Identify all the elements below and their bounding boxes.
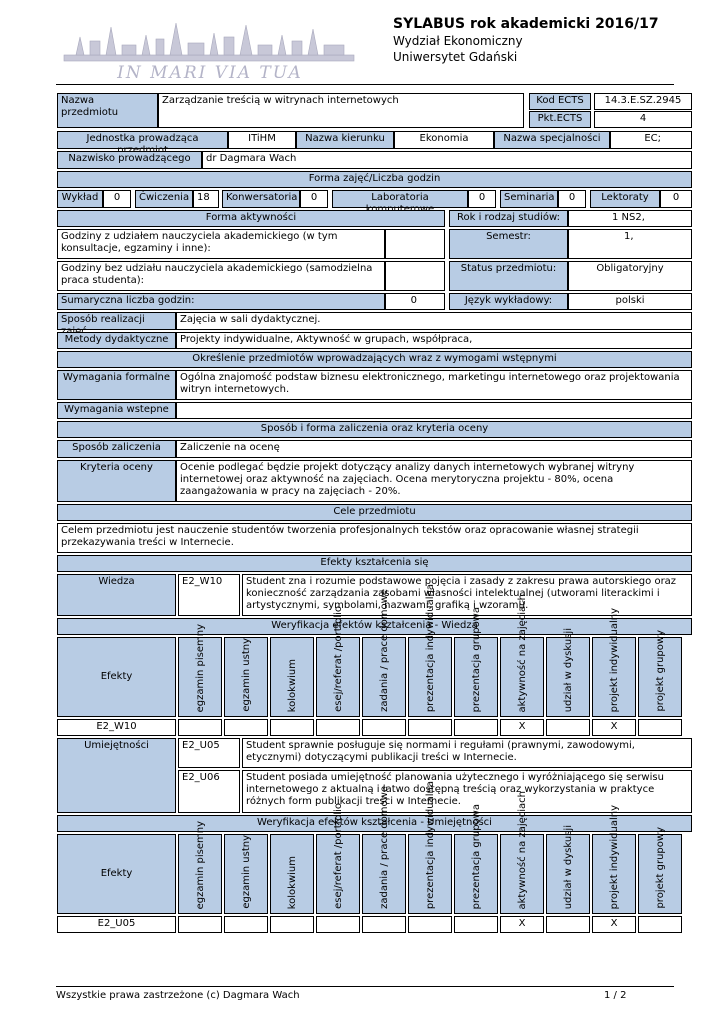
method-header xyxy=(224,637,268,717)
method-header xyxy=(178,623,222,717)
method-header-label: prezentacja indywidualna xyxy=(424,780,436,909)
language: polski xyxy=(568,293,692,310)
teaching-methods: Projekty indywidualne, Aktywność w grupach, współpraca, xyxy=(176,332,692,349)
method-header xyxy=(454,606,498,717)
method-header xyxy=(408,583,452,717)
unit: ITiHM xyxy=(228,131,296,149)
course-name: Zarządzanie treścią w witrynach internetowych xyxy=(158,93,524,128)
method-header xyxy=(546,627,590,717)
method-mark: X xyxy=(500,916,544,933)
method-header xyxy=(500,790,544,914)
ects-code: 14.3.E.SZ.2945 xyxy=(594,93,692,110)
method-header-label: egzamin ustny xyxy=(240,835,252,909)
delivery-mode: Zajęcia w sali dydaktycznej. xyxy=(176,312,692,330)
ver-row-code: E2_W10 xyxy=(57,719,176,736)
section-learning-outcomes: Efekty kształcenia się xyxy=(57,555,692,572)
label-study-year: Rok i rodzaj studiów: xyxy=(449,210,568,227)
method-header-label: egzamin pisemny xyxy=(194,623,206,712)
method-mark xyxy=(270,719,314,736)
label-initial-requirements: Wymagania wstepne xyxy=(57,402,176,419)
method-header-label: projekt indywidualny xyxy=(608,804,620,909)
label-self-study-hours: Godziny bez udziału nauczyciela akademickiego (samodzielna praca studenta): xyxy=(57,261,385,291)
label-teaching-methods: Metody dydaktyczne xyxy=(57,332,176,349)
section-assessment: Sposób i forma zaliczenia oraz kryteria oceny xyxy=(57,421,692,438)
initial-requirements xyxy=(176,402,692,419)
method-header xyxy=(362,786,406,914)
method-mark xyxy=(638,916,682,933)
conversation-hours: 0 xyxy=(300,190,328,208)
field: Ekonomia xyxy=(394,131,494,149)
method-header xyxy=(638,630,682,717)
label-conversation: Konwersatoria xyxy=(222,190,300,208)
faculty-name: Wydział Ekonomiczny xyxy=(393,34,523,48)
method-header-label: udział w dyskusji xyxy=(562,824,574,909)
method-mark xyxy=(316,719,360,736)
course-objectives: Celem przedmiotu jest nauczenie studentów tworzenia profesjonalnych tekstów oraz opracowanie własnej strategii przekazywania treści w Internecie. xyxy=(57,523,692,553)
label-formal-requirements: Wymagania formalne xyxy=(57,370,176,400)
study-year: 1 NS2, xyxy=(568,210,692,227)
label-outcomes: Efekty xyxy=(57,637,176,717)
section-objectives: Cele przedmiotu xyxy=(57,504,692,521)
outcome-text: Student posiada umiejętność planowania użytecznego i wyróżniającego się serwisu internetowego z aktualną i łatwo dostępną treścią oraz wykorzystania w praktyce różnych form publikacji treści w Internecie. xyxy=(242,770,692,813)
label-course-status: Status przedmiotu: xyxy=(449,261,568,291)
method-header-label: prezentacja indywidualna xyxy=(424,583,436,712)
header-rule xyxy=(56,84,674,85)
label-outcomes: Efekty xyxy=(57,834,176,914)
method-mark xyxy=(224,719,268,736)
contact-hours xyxy=(385,229,445,259)
method-header xyxy=(362,589,406,717)
method-mark: X xyxy=(592,719,636,736)
footer-copyright: Wszystkie prawa zastrzeżone (c) Dagmara Wach xyxy=(56,990,300,1001)
specialty: EC; xyxy=(610,131,692,149)
university-name: Uniwersytet Gdański xyxy=(393,50,518,64)
method-header xyxy=(592,804,636,914)
label-language-classes: Lektoraty xyxy=(590,190,660,208)
method-mark xyxy=(362,916,406,933)
method-header xyxy=(316,803,360,914)
method-header-label: projekt grupowy xyxy=(654,827,666,909)
method-mark xyxy=(362,719,406,736)
university-logo xyxy=(56,15,364,81)
label-unit: Jednostka prowadząca xyxy=(57,131,228,149)
course-status: Obligatoryjny xyxy=(568,261,692,291)
method-header-label: aktywność na zajęciach xyxy=(516,790,528,909)
exercises-hours: 18 xyxy=(193,190,219,208)
label-skills: Umiejętności xyxy=(57,738,176,813)
section-verification-knowledge: Weryfikacja efektów kształcenia - Wiedza xyxy=(57,618,692,635)
ects-points: 4 xyxy=(594,111,692,128)
logo-motto: IN MARI VIA TUA xyxy=(117,63,303,83)
method-mark xyxy=(270,916,314,933)
grading-criteria: Ocenie podlegać będzie projekt dotyczący analizy danych internetowych wybranej witryny internetowej oraz aktywność na zajęciach. Ocena merytoryczna projektu - 80%, ocena zaangażowania w pracy na zajęciach - 20%. xyxy=(176,460,692,502)
section-prerequisites: Określenie przedmiotów wprowadzających wraz z wymogami wstępnymi xyxy=(57,351,692,368)
computer-labs-hours: 0 xyxy=(468,190,496,208)
label-contact-hours: Godziny z udziałem nauczyciela akademickiego (w tym konsultacje, egzaminy i inne): xyxy=(57,229,385,259)
label-assessment-mode: Sposób zaliczenia xyxy=(57,440,176,458)
label-field: Nazwa kierunku xyxy=(296,131,394,149)
method-header-label: zadania / prace domowe xyxy=(378,589,390,712)
language-classes-hours: 0 xyxy=(660,190,692,208)
method-header-label: zadania / prace domowe xyxy=(378,786,390,909)
method-mark xyxy=(316,916,360,933)
label-lecture: Wykład xyxy=(57,190,103,208)
outcome-code: E2_W10 xyxy=(178,574,240,616)
method-header xyxy=(270,637,314,717)
method-header xyxy=(638,827,682,914)
ver-row-code: E2_U05 xyxy=(57,916,176,933)
method-header xyxy=(454,803,498,914)
method-header xyxy=(408,780,452,914)
assessment-mode: Zaliczenie na ocenę xyxy=(176,440,692,458)
method-header-label: esej/referat /portfolio xyxy=(332,803,344,909)
method-header-label: esej/referat /portfolio xyxy=(332,606,344,712)
method-header-label: kolokwium xyxy=(286,855,298,909)
label-exercises: Ćwiczenia xyxy=(135,190,193,208)
label-knowledge: Wiedza xyxy=(57,574,176,616)
method-mark: X xyxy=(592,916,636,933)
method-header-label: egzamin pisemny xyxy=(194,820,206,909)
method-mark xyxy=(454,719,498,736)
outcome-text: Student zna i rozumie podstawowe pojęcia i zasady z zakresu prawa autorskiego oraz konieczność zarządzania zasobami własności intelektualnej (utworami literackimi i artystycznymi, symbolami, nazwami, grafiką i wzorami). xyxy=(242,574,692,616)
outcome-text: Student sprawnie posługuje się normami i regułami (prawnymi, zawodowymi, etycznymi) dotyczącymi publikacji treści w Internecie. xyxy=(242,738,692,768)
method-header xyxy=(224,834,268,914)
method-header-label: prezentacja grupowa xyxy=(470,803,482,909)
label-course-name: Nazwa przedmiotu xyxy=(57,93,158,128)
label-delivery-mode: Sposób realizacji xyxy=(57,312,176,330)
footer-rule xyxy=(56,986,674,987)
method-mark xyxy=(178,719,222,736)
lecture-hours: 0 xyxy=(103,190,131,208)
section-class-forms: Forma zajęć/Liczba godzin xyxy=(57,171,692,188)
label-ects-points: Pkt.ECTS xyxy=(529,111,591,128)
method-mark xyxy=(546,916,590,933)
label-grading-criteria: Kryteria oceny xyxy=(57,460,176,502)
method-header-label: aktywność na zajęciach xyxy=(516,593,528,712)
section-verification-skills: Weryfikacja efektów kształcenia - Umiejętności xyxy=(57,815,692,832)
seminars-hours: 0 xyxy=(558,190,586,208)
lecturer: dr Dagmara Wach xyxy=(202,151,692,169)
label-semester: Semestr: xyxy=(449,229,568,259)
outcome-code: E2_U05 xyxy=(178,738,240,768)
method-header xyxy=(500,593,544,717)
method-header-label: kolokwium xyxy=(286,658,298,712)
syllabus-title: SYLABUS rok akademicki 2016/17 xyxy=(393,16,659,32)
label-ects-code: Kod ECTS xyxy=(529,93,591,110)
method-header-label: egzamin ustny xyxy=(240,638,252,712)
method-mark xyxy=(454,916,498,933)
footer-page-number: 1 / 2 xyxy=(604,990,627,1001)
label-activity-form: Forma aktywności xyxy=(57,210,445,227)
method-header xyxy=(178,820,222,914)
outcome-code: E2_U06 xyxy=(178,770,240,813)
label-lecturer: Nazwisko prowadzącego xyxy=(57,151,202,169)
method-mark: X xyxy=(500,719,544,736)
label-specialty: Nazwa specjalności xyxy=(494,131,610,149)
method-header-label: udział w dyskusji xyxy=(562,627,574,712)
method-mark xyxy=(408,719,452,736)
method-mark xyxy=(408,916,452,933)
method-mark xyxy=(178,916,222,933)
method-header xyxy=(316,606,360,717)
label-total-hours: Sumaryczna liczba godzin: xyxy=(57,293,385,310)
method-header xyxy=(270,834,314,914)
label-seminars: Seminaria xyxy=(500,190,558,208)
label-language: Język wykładowy: xyxy=(449,293,568,310)
self-study-hours xyxy=(385,261,445,291)
method-header xyxy=(546,824,590,914)
method-header-label: prezentacja grupowa xyxy=(470,606,482,712)
method-mark xyxy=(224,916,268,933)
method-mark xyxy=(638,719,682,736)
total-hours: 0 xyxy=(385,293,445,310)
label-computer-labs: Laboratoria xyxy=(332,190,468,208)
method-mark xyxy=(546,719,590,736)
semester: 1, xyxy=(568,229,692,259)
method-header xyxy=(592,607,636,717)
formal-requirements: Ogólna znajomość podstaw biznesu elektronicznego, marketingu internetowego oraz projektowania witryn internetowych. xyxy=(176,370,692,400)
method-header-label: projekt grupowy xyxy=(654,630,666,712)
method-header-label: projekt indywidualny xyxy=(608,607,620,712)
